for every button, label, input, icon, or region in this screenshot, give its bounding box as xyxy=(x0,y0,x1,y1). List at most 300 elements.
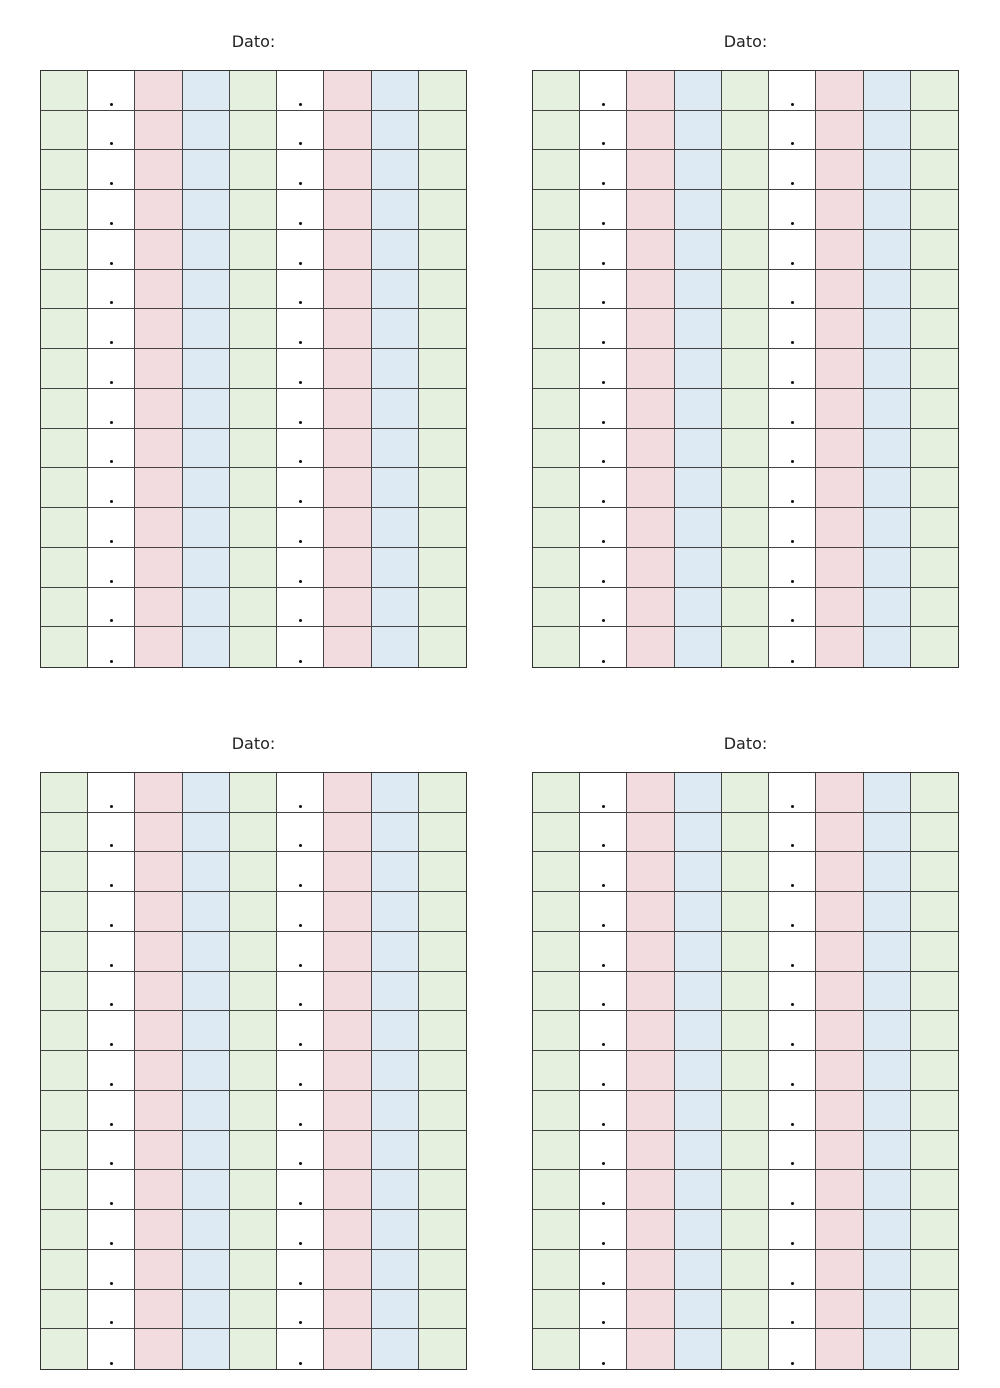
grid-cell xyxy=(135,389,182,429)
decimal-point xyxy=(602,1321,605,1324)
decimal-cell xyxy=(88,309,135,349)
grid-cell xyxy=(135,1250,182,1290)
grid-cell xyxy=(816,1131,863,1171)
grid-cell xyxy=(183,150,230,190)
grid-cell xyxy=(324,1091,371,1131)
grid-cell xyxy=(864,932,911,972)
decimal-point xyxy=(110,1083,113,1086)
decimal-cell xyxy=(88,972,135,1012)
decimal-cell xyxy=(277,508,324,548)
decimal-point xyxy=(602,1003,605,1006)
grid-cell xyxy=(135,813,182,853)
grid-cell xyxy=(675,548,722,588)
grid-cell xyxy=(675,1329,722,1369)
grid-cell xyxy=(183,111,230,151)
grid-cell xyxy=(675,773,722,813)
grid-cell xyxy=(722,508,769,548)
grid-cell xyxy=(533,389,580,429)
grid-cell xyxy=(372,389,419,429)
grid-cell xyxy=(183,389,230,429)
grid-cell xyxy=(41,150,88,190)
grid-cell xyxy=(864,1250,911,1290)
decimal-cell xyxy=(580,1131,627,1171)
grid-cell xyxy=(41,1051,88,1091)
grid-cell xyxy=(230,230,277,270)
grid-cell xyxy=(419,1051,466,1091)
decimal-cell xyxy=(769,190,816,230)
grid-cell xyxy=(533,1051,580,1091)
decimal-cell xyxy=(769,1170,816,1210)
decimal-point xyxy=(299,1043,302,1046)
grid-cell xyxy=(324,1290,371,1330)
grid-cell xyxy=(722,972,769,1012)
decimal-cell xyxy=(88,1011,135,1051)
grid-cell xyxy=(816,389,863,429)
grid-cell xyxy=(675,1051,722,1091)
grid-cell xyxy=(533,468,580,508)
grid-cell xyxy=(533,1210,580,1250)
grid-cell xyxy=(627,813,674,853)
grid-cell xyxy=(627,389,674,429)
grid-cell xyxy=(135,932,182,972)
grid-cell xyxy=(419,1170,466,1210)
grid-cell xyxy=(324,508,371,548)
decimal-point xyxy=(110,341,113,344)
grid-cell xyxy=(533,71,580,111)
decimal-point xyxy=(299,301,302,304)
decimal-cell xyxy=(769,309,816,349)
grid-cell xyxy=(722,1131,769,1171)
decimal-point xyxy=(602,1202,605,1205)
grid-cell xyxy=(864,627,911,667)
grid-cell xyxy=(816,1329,863,1369)
grid-cell xyxy=(183,190,230,230)
grid-cell xyxy=(324,972,371,1012)
grid-cell xyxy=(419,429,466,469)
decimal-cell xyxy=(277,892,324,932)
grid-cell xyxy=(419,813,466,853)
grid-cell xyxy=(183,71,230,111)
decimal-point xyxy=(791,884,794,887)
decimal-point xyxy=(602,460,605,463)
decimal-cell xyxy=(580,468,627,508)
decimal-point xyxy=(110,660,113,663)
decimal-cell xyxy=(88,1170,135,1210)
sheet-title: Dato: xyxy=(231,32,276,51)
grid-cell xyxy=(135,111,182,151)
decimal-point xyxy=(299,1202,302,1205)
decimal-point xyxy=(110,844,113,847)
decimal-point xyxy=(791,142,794,145)
decimal-point xyxy=(791,222,794,225)
grid-cell xyxy=(816,71,863,111)
grid-cell xyxy=(419,852,466,892)
grid-cell xyxy=(41,548,88,588)
grid-cell xyxy=(372,588,419,628)
grid-cell xyxy=(324,548,371,588)
decimal-point xyxy=(110,1162,113,1165)
decimal-point xyxy=(299,500,302,503)
decimal-cell xyxy=(769,1091,816,1131)
grid-cell xyxy=(183,1329,230,1369)
grid-cell xyxy=(372,1170,419,1210)
decimal-point xyxy=(299,1242,302,1245)
grid-cell xyxy=(911,111,958,151)
decimal-point xyxy=(299,222,302,225)
decimal-point xyxy=(791,805,794,808)
decimal-point xyxy=(299,1083,302,1086)
grid-cell xyxy=(419,773,466,813)
grid-cell xyxy=(911,1170,958,1210)
grid-cell xyxy=(722,852,769,892)
grid-cell xyxy=(230,468,277,508)
grid-cell xyxy=(533,270,580,310)
decimal-cell xyxy=(277,588,324,628)
decimal-cell xyxy=(88,429,135,469)
grid-cell xyxy=(419,627,466,667)
decimal-point xyxy=(110,182,113,185)
grid-cell xyxy=(41,71,88,111)
grid-cell xyxy=(533,1170,580,1210)
grid-cell xyxy=(911,190,958,230)
grid-cell xyxy=(675,150,722,190)
decimal-point xyxy=(602,262,605,265)
grid-cell xyxy=(864,588,911,628)
decimal-point xyxy=(602,805,605,808)
decimal-cell xyxy=(277,852,324,892)
grid-cell xyxy=(911,71,958,111)
decimal-point xyxy=(299,844,302,847)
grid-cell xyxy=(230,932,277,972)
grid-cell xyxy=(816,627,863,667)
grid-cell xyxy=(911,892,958,932)
grid-cell xyxy=(627,1051,674,1091)
decimal-point xyxy=(110,1321,113,1324)
decimal-cell xyxy=(88,892,135,932)
decimal-cell xyxy=(580,150,627,190)
grid-cell xyxy=(816,190,863,230)
grid-cell xyxy=(627,230,674,270)
decimal-cell xyxy=(277,468,324,508)
grid-cell xyxy=(324,1170,371,1210)
decimal-cell xyxy=(580,270,627,310)
grid-cell xyxy=(911,773,958,813)
decimal-cell xyxy=(580,1170,627,1210)
grid-cell xyxy=(135,1170,182,1210)
grid-cell xyxy=(41,1210,88,1250)
grid-cell xyxy=(627,190,674,230)
grid-cell xyxy=(419,150,466,190)
grid-cell xyxy=(816,588,863,628)
decimal-cell xyxy=(277,773,324,813)
grid-cell xyxy=(419,508,466,548)
decimal-point xyxy=(791,1162,794,1165)
grid-cell xyxy=(230,389,277,429)
grid-cell xyxy=(675,111,722,151)
grid-cell xyxy=(816,349,863,389)
grid-cell xyxy=(675,932,722,972)
decimal-point xyxy=(299,924,302,927)
grid xyxy=(532,772,959,1370)
grid-cell xyxy=(230,852,277,892)
grid-cell xyxy=(816,813,863,853)
decimal-cell xyxy=(580,548,627,588)
grid-cell xyxy=(183,627,230,667)
decimal-cell xyxy=(769,349,816,389)
decimal-point xyxy=(299,381,302,384)
decimal-point xyxy=(110,262,113,265)
decimal-cell xyxy=(580,852,627,892)
grid-cell xyxy=(864,1131,911,1171)
decimal-point xyxy=(602,1242,605,1245)
grid-cell xyxy=(911,429,958,469)
grid-cell xyxy=(722,71,769,111)
decimal-cell xyxy=(88,852,135,892)
grid-cell xyxy=(419,111,466,151)
decimal-cell xyxy=(88,813,135,853)
decimal-cell xyxy=(277,230,324,270)
grid-cell xyxy=(135,1091,182,1131)
grid-cell xyxy=(864,892,911,932)
grid-cell xyxy=(324,468,371,508)
grid-cell xyxy=(372,1091,419,1131)
grid-cell xyxy=(230,813,277,853)
grid-cell xyxy=(41,813,88,853)
decimal-point xyxy=(299,103,302,106)
grid-cell xyxy=(816,548,863,588)
decimal-point xyxy=(791,500,794,503)
grid-cell xyxy=(533,972,580,1012)
grid-cell xyxy=(324,813,371,853)
grid-cell xyxy=(372,1290,419,1330)
grid-cell xyxy=(135,972,182,1012)
grid-cell xyxy=(722,1290,769,1330)
decimal-point xyxy=(110,805,113,808)
grid-cell xyxy=(372,468,419,508)
grid-cell xyxy=(533,892,580,932)
grid-cell xyxy=(864,190,911,230)
decimal-cell xyxy=(580,1091,627,1131)
decimal-point xyxy=(602,540,605,543)
grid-cell xyxy=(816,468,863,508)
grid-cell xyxy=(419,468,466,508)
grid-cell xyxy=(627,1250,674,1290)
decimal-point xyxy=(299,1321,302,1324)
grid-cell xyxy=(230,309,277,349)
grid-cell xyxy=(230,1290,277,1330)
decimal-cell xyxy=(580,972,627,1012)
decimal-cell xyxy=(88,1051,135,1091)
grid-cell xyxy=(41,972,88,1012)
decimal-cell xyxy=(277,389,324,429)
decimal-point xyxy=(110,1003,113,1006)
decimal-cell xyxy=(769,150,816,190)
decimal-cell xyxy=(769,1250,816,1290)
decimal-cell xyxy=(580,71,627,111)
grid-cell xyxy=(135,270,182,310)
grid-cell xyxy=(41,773,88,813)
grid-cell xyxy=(816,1051,863,1091)
grid-cell xyxy=(372,270,419,310)
grid-cell xyxy=(135,1329,182,1369)
grid-cell xyxy=(675,389,722,429)
decimal-point xyxy=(299,660,302,663)
grid-cell xyxy=(419,1290,466,1330)
grid-cell xyxy=(230,1329,277,1369)
grid-cell xyxy=(533,111,580,151)
grid-cell xyxy=(230,773,277,813)
decimal-cell xyxy=(769,852,816,892)
decimal-cell xyxy=(277,150,324,190)
decimal-point xyxy=(110,1043,113,1046)
grid-cell xyxy=(816,892,863,932)
grid-cell xyxy=(533,1250,580,1290)
grid-cell xyxy=(627,150,674,190)
grid-cell xyxy=(627,1290,674,1330)
grid-cell xyxy=(533,309,580,349)
decimal-point xyxy=(110,1242,113,1245)
decimal-cell xyxy=(88,230,135,270)
grid-cell xyxy=(722,813,769,853)
grid-cell xyxy=(533,1290,580,1330)
grid-cell xyxy=(324,1011,371,1051)
grid-cell xyxy=(675,972,722,1012)
decimal-cell xyxy=(277,349,324,389)
decimal-point xyxy=(299,964,302,967)
decimal-cell xyxy=(277,429,324,469)
grid-cell xyxy=(419,548,466,588)
decimal-cell xyxy=(580,230,627,270)
grid-cell xyxy=(135,309,182,349)
decimal-point xyxy=(299,1362,302,1365)
grid-cell xyxy=(722,309,769,349)
decimal-point xyxy=(299,460,302,463)
grid-cell xyxy=(135,852,182,892)
grid-cell xyxy=(183,932,230,972)
decimal-cell xyxy=(88,1329,135,1369)
grid-cell xyxy=(675,468,722,508)
decimal-point xyxy=(791,540,794,543)
grid-cell xyxy=(533,773,580,813)
grid-cell xyxy=(911,1091,958,1131)
sheet-title: Dato: xyxy=(231,734,276,753)
grid-cell xyxy=(324,892,371,932)
grid-cell xyxy=(533,1131,580,1171)
decimal-point xyxy=(791,262,794,265)
decimal-cell xyxy=(769,230,816,270)
decimal-cell xyxy=(277,1051,324,1091)
grid-cell xyxy=(230,1131,277,1171)
grid-cell xyxy=(911,389,958,429)
grid-cell xyxy=(41,1329,88,1369)
decimal-cell xyxy=(277,1131,324,1171)
grid-cell xyxy=(230,1250,277,1290)
grid-cell xyxy=(675,309,722,349)
grid-cell xyxy=(722,389,769,429)
grid-cell xyxy=(675,1170,722,1210)
grid-cell xyxy=(627,852,674,892)
grid-cell xyxy=(135,548,182,588)
grid-cell xyxy=(372,230,419,270)
grid-cell xyxy=(135,627,182,667)
grid-cell xyxy=(911,548,958,588)
decimal-point xyxy=(791,460,794,463)
grid-cell xyxy=(419,349,466,389)
decimal-cell xyxy=(769,468,816,508)
grid-cell xyxy=(675,270,722,310)
grid-cell xyxy=(41,309,88,349)
decimal-point xyxy=(791,1242,794,1245)
grid-cell xyxy=(675,349,722,389)
grid-cell xyxy=(816,972,863,1012)
grid-cell xyxy=(183,1011,230,1051)
decimal-cell xyxy=(580,892,627,932)
decimal-point xyxy=(602,580,605,583)
grid-cell xyxy=(135,1210,182,1250)
grid-cell xyxy=(230,892,277,932)
decimal-cell xyxy=(769,892,816,932)
grid-cell xyxy=(183,508,230,548)
grid-cell xyxy=(911,1131,958,1171)
decimal-cell xyxy=(769,1290,816,1330)
decimal-point xyxy=(299,262,302,265)
decimal-point xyxy=(602,1043,605,1046)
decimal-cell xyxy=(580,932,627,972)
decimal-cell xyxy=(277,972,324,1012)
grid-cell xyxy=(183,309,230,349)
grid-cell xyxy=(230,1091,277,1131)
grid-cell xyxy=(722,429,769,469)
grid-cell xyxy=(135,429,182,469)
grid-cell xyxy=(324,270,371,310)
decimal-cell xyxy=(580,588,627,628)
grid-cell xyxy=(816,508,863,548)
decimal-cell xyxy=(88,508,135,548)
grid-cell xyxy=(675,1290,722,1330)
decimal-cell xyxy=(769,548,816,588)
sheet-title: Dato: xyxy=(723,32,768,51)
grid-cell xyxy=(324,1329,371,1369)
grid-cell xyxy=(911,1290,958,1330)
decimal-cell xyxy=(277,627,324,667)
grid-cell xyxy=(230,190,277,230)
grid-cell xyxy=(419,309,466,349)
grid-cell xyxy=(816,309,863,349)
grid-cell xyxy=(183,1170,230,1210)
grid-cell xyxy=(230,548,277,588)
grid-cell xyxy=(722,773,769,813)
grid-cell xyxy=(183,1091,230,1131)
grid-cell xyxy=(419,190,466,230)
grid-cell xyxy=(419,1329,466,1369)
grid xyxy=(40,772,467,1370)
grid-cell xyxy=(372,111,419,151)
decimal-point xyxy=(791,421,794,424)
decimal-cell xyxy=(580,508,627,548)
decimal-point xyxy=(791,341,794,344)
grid-cell xyxy=(324,111,371,151)
grid-cell xyxy=(41,627,88,667)
grid-cell xyxy=(627,1131,674,1171)
decimal-cell xyxy=(580,429,627,469)
grid-cell xyxy=(722,548,769,588)
grid-cell xyxy=(533,508,580,548)
decimal-cell xyxy=(277,309,324,349)
grid-cell xyxy=(419,389,466,429)
grid-cell xyxy=(419,230,466,270)
grid-cell xyxy=(722,892,769,932)
grid-cell xyxy=(864,389,911,429)
